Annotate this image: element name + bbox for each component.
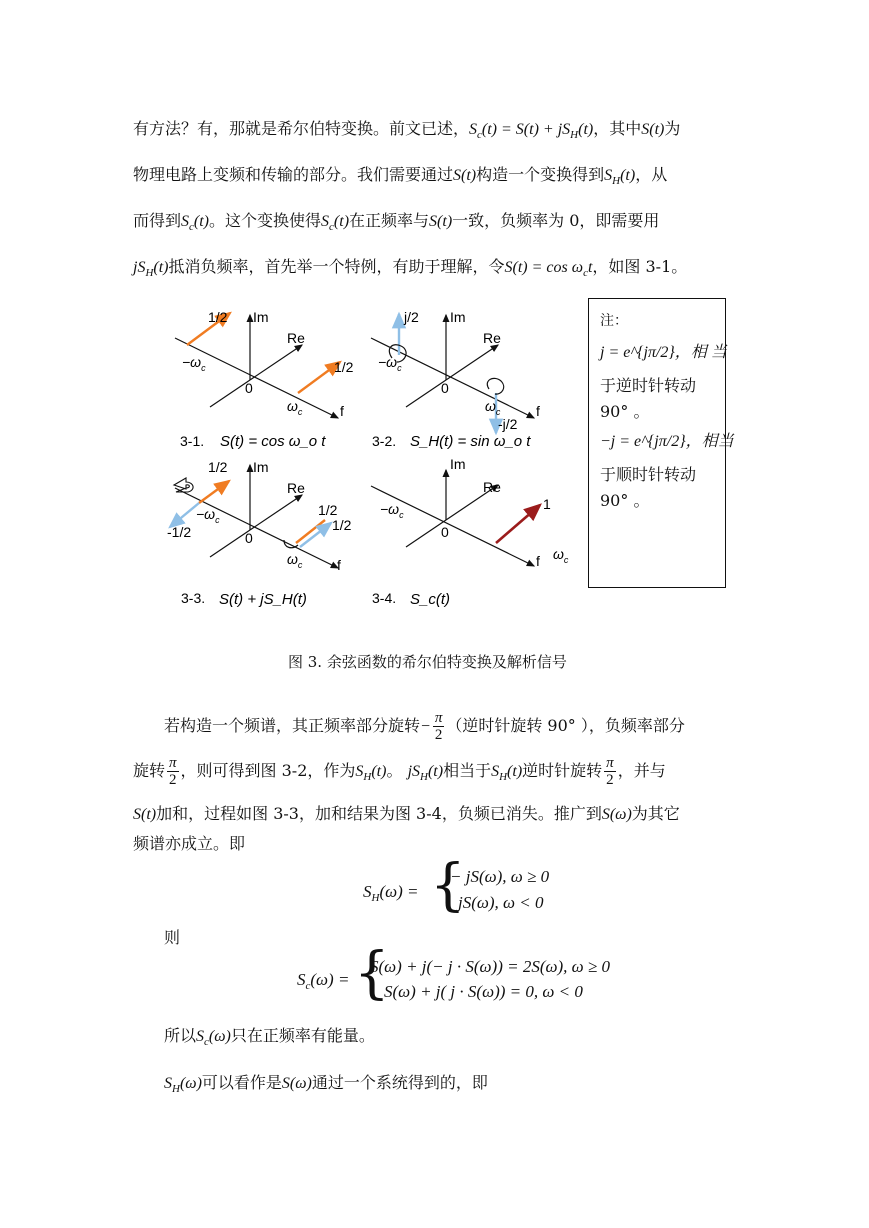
text: ，从 <box>635 165 668 184</box>
value-label: 1/2 <box>208 309 228 325</box>
rotate-cw-icon <box>487 378 503 394</box>
pos-wc-label: $\omega_c$ <box>485 398 501 417</box>
panel-equation: S_c(t) <box>410 591 451 608</box>
re-axis <box>250 495 302 530</box>
text: 而得到 <box>133 211 182 230</box>
origin-label: 0 <box>245 530 253 546</box>
formula: $S_H(\omega)$ <box>164 1075 202 1095</box>
text: 相当于 <box>443 761 492 780</box>
pos-wc-label: $\omega_c$ <box>287 398 303 417</box>
text-line <box>164 710 685 743</box>
formula: S(t) <box>429 213 453 230</box>
neg-wc-label: $-\omega_c$ <box>196 506 220 525</box>
re-axis <box>446 345 498 380</box>
text: （逆时针旋转 90° ），负频率部分 <box>446 716 685 735</box>
formula: $jS_H(t)$ <box>133 259 169 279</box>
formula: $S_H(t)$ <box>604 167 636 187</box>
panel-label: 3-1. <box>180 433 205 449</box>
phasor-pos <box>496 505 540 543</box>
neg-wc-label: $-\omega_c$ <box>380 501 404 520</box>
value-label: 1/2 <box>318 502 338 518</box>
value-label: 1 <box>543 496 551 512</box>
re-axis-neg <box>406 380 446 407</box>
text: 一致，负频率为 0，即需要用 <box>452 211 660 230</box>
text: 构造一个变换得到 <box>476 165 605 184</box>
pos-wc-label: $\omega_c$ <box>287 551 303 570</box>
fraction-pi-2: $\frac{\pi}{2}$ <box>169 755 177 788</box>
origin-label: 0 <box>245 380 253 396</box>
neg-wc-label: $-\omega_c$ <box>182 354 206 373</box>
value-label: 1/2 <box>208 459 228 475</box>
formula: S(t) <box>641 121 665 138</box>
text: 抵消负频率，首先举一个特例，有助于理解，令 <box>168 257 505 276</box>
pos-wc-label: $\omega_c$ <box>553 546 569 565</box>
formula: S(ω) <box>601 806 632 823</box>
text: 逆时针旋转 <box>522 761 603 780</box>
value-label: 1/2 <box>332 517 352 533</box>
axis-label-re: Re <box>287 480 305 496</box>
axis-label-im: Im <box>253 459 269 475</box>
note-line: 90° 。 <box>600 402 650 421</box>
f-axis <box>371 486 534 566</box>
panel-equation: S(t) + jS_H(t) <box>219 591 307 608</box>
fraction-pi-2: $\frac{\pi}{2}$ <box>434 710 443 743</box>
axis-label-re: Re <box>483 330 501 346</box>
text-line <box>164 1073 488 1099</box>
origin-label: 0 <box>441 524 449 540</box>
f-axis <box>175 338 338 418</box>
text: 加和，过程如图 3-3，加和结果为图 3-4，负频已消失。推广到 <box>156 804 602 823</box>
panel-equation: S(t) = cos ω_o t <box>220 433 326 450</box>
text-line: 则 <box>164 928 181 947</box>
text: 若构造一个频谱，其正频率部分旋转 <box>164 716 421 735</box>
text: ，其中 <box>593 119 642 138</box>
text-line <box>164 1026 375 1052</box>
formula: − <box>420 718 431 735</box>
formula: $S_H(t)$ <box>491 763 523 783</box>
value-label: 1/2 <box>334 359 354 375</box>
re-axis-neg <box>210 530 250 557</box>
panel-3-1 <box>175 309 354 450</box>
text: 通过一个系统得到的，即 <box>311 1073 488 1092</box>
equation-case: S(ω) + j( j · S(ω)) = 0, ω < 0 <box>384 982 583 1001</box>
axis-label-f: f <box>536 403 540 419</box>
formula: $S_H(t)$ <box>355 763 387 783</box>
formula: $S_c(t)$ <box>181 213 210 233</box>
text: ，并与 <box>617 761 666 780</box>
equation-sh: $S_H(\omega)$ = <box>363 882 419 904</box>
text: 在正频率与 <box>349 211 430 230</box>
formula: $jS_H(t)$ <box>407 763 444 783</box>
text: 。这个变换使得 <box>209 211 322 230</box>
value-label: j/2 <box>404 309 419 325</box>
axis-label-im: Im <box>450 456 466 472</box>
axis-label-im: Im <box>253 309 269 325</box>
note-line: j = e^{jπ/2}，相 当 <box>600 344 727 361</box>
value-label: -1/2 <box>167 524 192 540</box>
text: ，则可得到图 3-2，作为 <box>180 761 356 780</box>
formula: $S_c(\omega)$ <box>196 1028 231 1048</box>
axis-label-re: Re <box>483 479 501 495</box>
axis-label-f: f <box>536 553 540 569</box>
note-title: 注： <box>600 313 628 329</box>
text-line <box>133 755 666 788</box>
text: 只在正频率有能量。 <box>230 1026 375 1045</box>
text: 可以看作是 <box>201 1073 282 1092</box>
axis-label-f: f <box>340 403 344 419</box>
text-line <box>133 804 680 825</box>
text-line: 频谱亦成立。即 <box>133 834 246 853</box>
phasor-neg-real <box>199 481 229 503</box>
brace: { <box>430 853 466 918</box>
axis-label-im: Im <box>450 309 466 325</box>
formula: S(ω) <box>281 1075 312 1092</box>
panel-3-2 <box>371 309 540 450</box>
formula-sc: $S_c(t) = S(t) + jS_H(t)$ <box>469 121 594 141</box>
f-axis <box>371 338 534 418</box>
text: ，如图 3-1。 <box>592 257 688 276</box>
formula: S(t) <box>453 167 477 184</box>
formula: $S_c(t)$ <box>321 213 350 233</box>
equation-case: S(ω) + j(− j · S(ω)) = 2S(ω), ω ≥ 0 <box>370 957 610 976</box>
re-axis-neg <box>406 520 446 547</box>
formula: $S(t) = \cos \omega_ct$ <box>504 259 593 279</box>
re-axis <box>250 345 302 380</box>
panel-label: 3-4. <box>372 590 397 606</box>
note-line: 于顺时针转动 <box>600 465 697 484</box>
axis-label-re: Re <box>287 330 305 346</box>
panel-label: 3-2. <box>372 433 397 449</box>
text: 有方法？有，那就是希尔伯特变换。前文已述， <box>133 119 470 138</box>
value-label: -j/2 <box>498 416 518 432</box>
panel-equation: S_H(t) = sin ω_o t <box>410 433 531 450</box>
neg-wc-label: $-\omega_c$ <box>378 354 402 373</box>
text: 所以 <box>164 1026 197 1045</box>
formula: S(t) <box>133 806 157 823</box>
brace: { <box>354 941 390 1006</box>
note-line: 90° 。 <box>600 491 650 510</box>
rotate-arrow-icon <box>174 478 193 492</box>
fraction-pi-2: $\frac{\pi}{2}$ <box>606 755 614 788</box>
origin-label: 0 <box>441 380 449 396</box>
text: 物理电路上变频和传输的部分。我们需要通过 <box>133 165 454 184</box>
text: 为 <box>664 119 681 138</box>
text: 旋转 <box>133 761 166 780</box>
note-line: −j = e^{jπ/2}，相当 <box>600 433 734 450</box>
panel-3-4 <box>371 456 569 608</box>
equation-sc: $S_c(\omega)$ = <box>297 970 350 992</box>
text: 。 <box>386 761 403 780</box>
equation-case: − jS(ω), ω ≥ 0 <box>450 867 550 886</box>
re-axis-neg <box>210 380 250 407</box>
equation-case: jS(ω), ω < 0 <box>458 893 544 912</box>
panel-label: 3-3. <box>181 590 206 606</box>
panel-3-3 <box>167 459 352 608</box>
rotate-arrow-icon <box>284 540 298 548</box>
text: 为其它 <box>631 804 680 823</box>
note-line: 于逆时针转动 <box>600 376 697 395</box>
figure-caption: 图 3. 余弦函数的希尔伯特变换及解析信号 <box>288 653 567 671</box>
axis-label-f: f <box>337 557 341 573</box>
